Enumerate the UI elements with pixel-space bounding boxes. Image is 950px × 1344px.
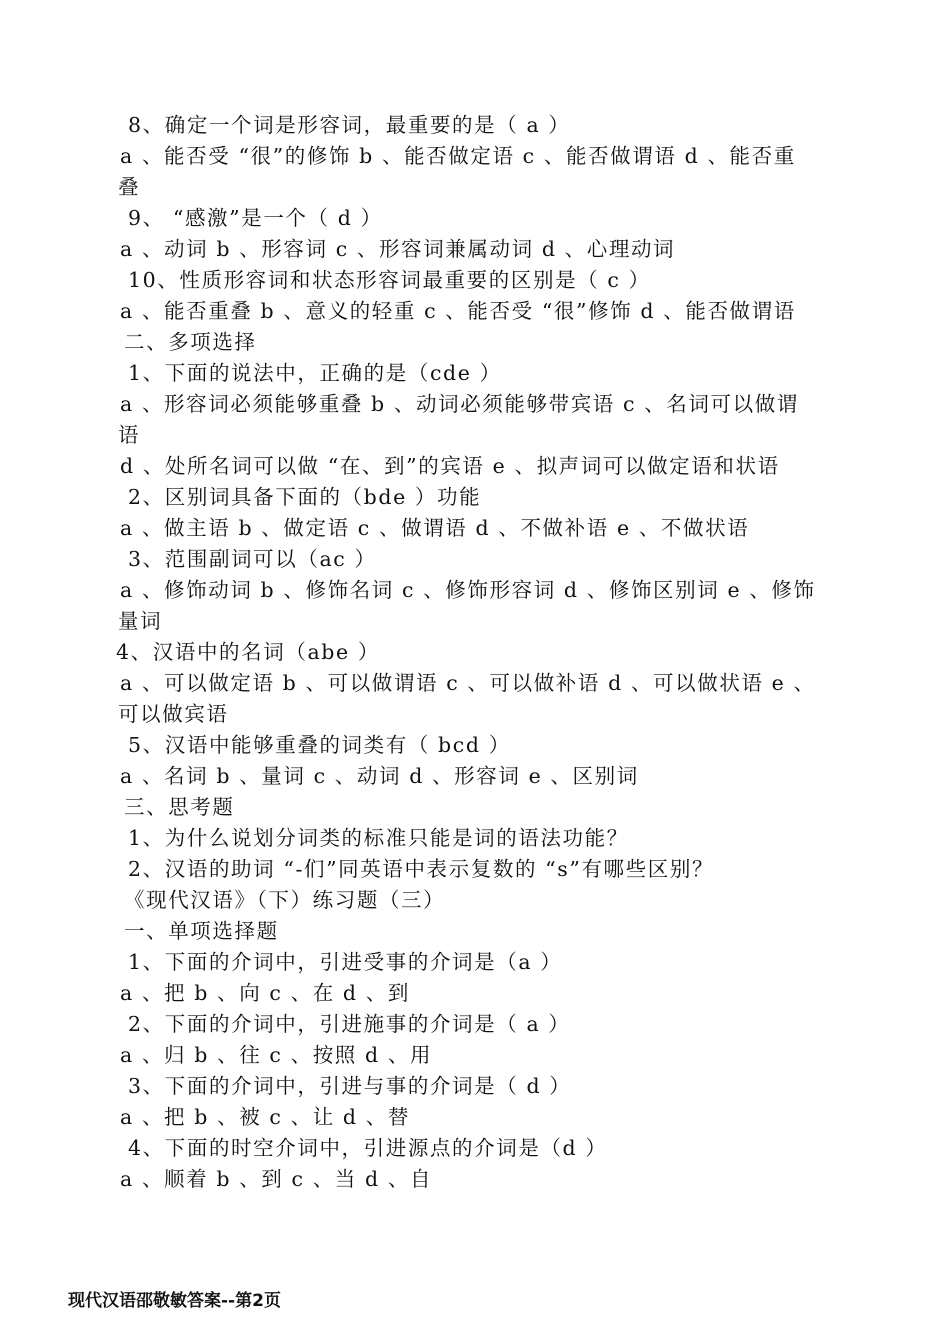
text-line: 8、确定一个词是形容词，最重要的是（ a ）	[128, 113, 571, 137]
text-line: 4、汉语中的名词（abe ）	[116, 640, 380, 664]
text-line: 5、汉语中能够重叠的词类有（ bcd ）	[128, 733, 511, 757]
text-line: 语	[118, 423, 141, 447]
text-line: 3、范围副词可以（ac ）	[128, 547, 377, 571]
text-line: 1、下面的介词中，引进受事的介词是（a ）	[128, 950, 563, 974]
text-line: a 、做主语 b 、做定语 c 、做谓语 d 、不做补语 e 、不做状语	[120, 516, 750, 540]
text-line: a 、把 b 、被 c 、让 d 、替	[120, 1105, 410, 1129]
text-line: 2、下面的介词中，引进施事的介词是（ a ）	[128, 1012, 571, 1036]
text-line: a 、能否受 “很”的修饰 b 、能否做定语 c 、能否做谓语 d 、能否重	[120, 144, 796, 168]
text-line: d 、处所名词可以做 “在、到”的宾语 e 、拟声词可以做定语和状语	[120, 454, 780, 478]
text-line: 2、汉语的助词 “-们”同英语中表示复数的 “s”有哪些区别？	[128, 857, 715, 881]
text-line: a 、归 b 、往 c 、按照 d 、用	[120, 1043, 433, 1067]
text-line: a 、动词 b 、形容词 c 、形容词兼属动词 d 、心理动词	[120, 237, 676, 261]
text-line: 叠	[118, 175, 141, 199]
section-heading: 二、多项选择	[124, 330, 257, 354]
text-line: a 、顺着 b 、到 c 、当 d 、自	[120, 1167, 433, 1191]
text-line: 可以做宾语	[118, 702, 229, 726]
text-line: 量词	[118, 609, 163, 633]
text-line: a 、名词 b 、量词 c 、动词 d 、形容词 e 、区别词	[120, 764, 639, 788]
text-line: a 、把 b 、向 c 、在 d 、到	[120, 981, 410, 1005]
page-footer: 现代汉语邵敬敏答案--第2页	[68, 1291, 281, 1311]
section-heading: 三、思考题	[124, 795, 235, 819]
text-line: 4、下面的时空介词中，引进源点的介词是（d ）	[128, 1136, 608, 1160]
text-line: 9、 “感激”是一个（ d ）	[128, 206, 383, 230]
text-line: a 、能否重叠 b 、意义的轻重 c 、能否受 “很”修饰 d 、能否做谓语	[120, 299, 796, 323]
text-line: a 、形容词必须能够重叠 b 、动词必须能够带宾语 c 、名词可以做谓	[120, 392, 799, 416]
text-line: 2、区别词具备下面的（bde ）功能	[128, 485, 482, 509]
text-line: a 、可以做定语 b 、可以做谓语 c 、可以做补语 d 、可以做状语 e 、	[120, 671, 816, 695]
text-line: 3、下面的介词中，引进与事的介词是（ d ）	[128, 1074, 572, 1098]
text-line: a 、修饰动词 b 、修饰名词 c 、修饰形容词 d 、修饰区别词 e 、修饰	[120, 578, 816, 602]
exercise-title: 《现代汉语》（下）练习题（三）	[124, 888, 446, 912]
section-heading: 一、单项选择题	[124, 919, 279, 943]
text-line: 1、下面的说法中，正确的是（cde ）	[128, 361, 502, 385]
text-line: 10、性质形容词和状态形容词最重要的区别是（ c ）	[128, 268, 651, 292]
text-line: 1、为什么说划分词类的标准只能是词的语法功能？	[128, 826, 629, 850]
